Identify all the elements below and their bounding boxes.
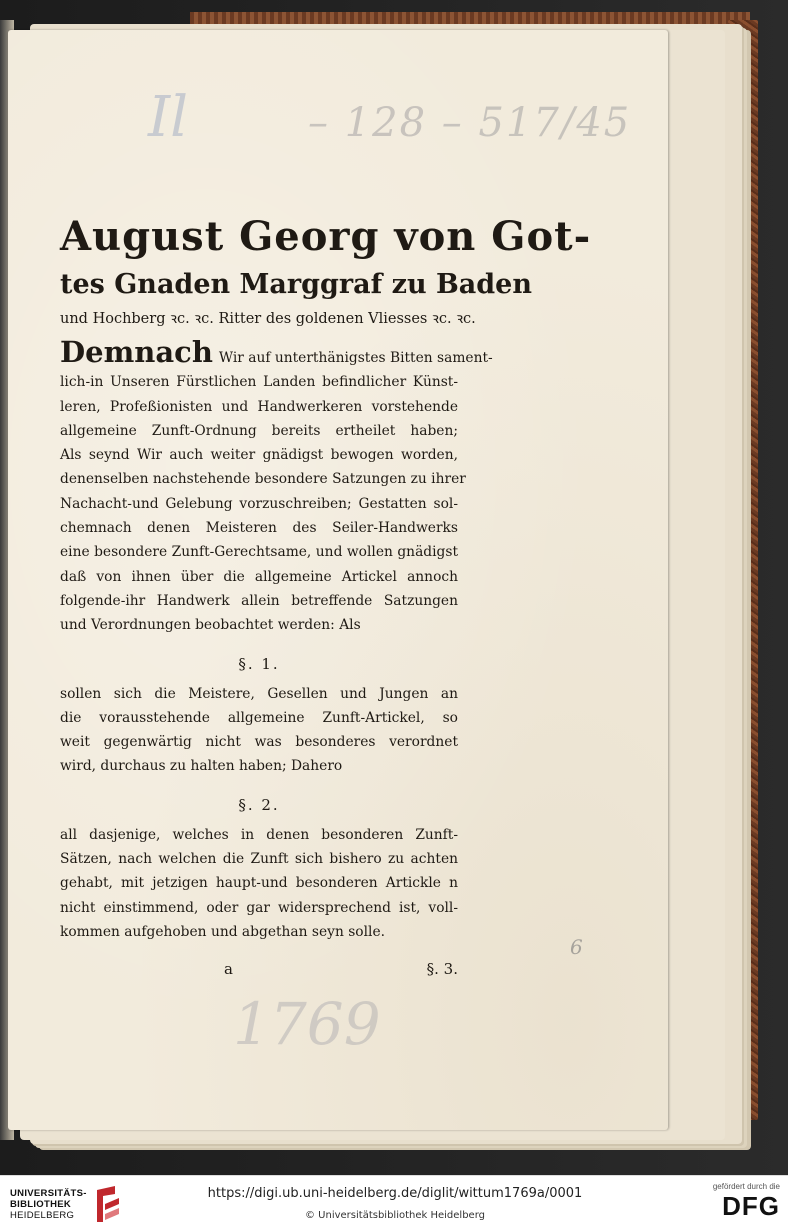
funder-logo[interactable] — [680, 1182, 780, 1221]
document-text — [60, 210, 592, 980]
signature-mark: a — [224, 960, 233, 979]
preamble-line: Wir auf unterthänigstes Bitten sament- — [218, 350, 493, 366]
preamble-line: chemnach denen Meisteren des Seiler-Handwerks — [60, 520, 458, 537]
initial-word: Demnach — [60, 335, 213, 369]
preamble-line: eine besondere Zunft-Gerechtsame, und wollen gnädigst — [60, 544, 458, 561]
section-2-heading: §. 2. — [238, 795, 280, 814]
section-2-line: gehabt, mit jetzigen haupt-und besonderen Artickle n — [60, 875, 458, 892]
library-name — [10, 1188, 87, 1221]
copyright-notice: © Universitätsbibliothek Heidelberg — [304, 1210, 485, 1221]
preamble-line: Nachacht-und Gelebung vorzuschreiben; Gestatten sol- — [60, 495, 458, 512]
section-2-line: kommen aufgehoben und abgethan seyn solle. — [60, 923, 385, 940]
library-logo[interactable] — [10, 1184, 123, 1224]
library-logo-icon — [93, 1184, 123, 1224]
library-name-line-3: HEIDELBERG — [10, 1209, 75, 1221]
title-line-3: und Hochberg ꝛc. ꝛc. Ritter des goldenen Vliesses ꝛc. ꝛc. — [60, 311, 476, 327]
pencil-year-annotation: 1769 — [233, 990, 381, 1058]
preamble-line: leren, Profeßionisten und Handwerkeren vorstehende — [60, 398, 458, 415]
section-2-line: all dasjenige, welches in denen besonderen Zunft- — [60, 826, 458, 843]
preamble-line: allgemeine Zunft-Ordnung bereits ertheilet haben; — [60, 422, 458, 439]
preamble-line: denenselben nachstehende besondere Satzungen zu ihrer — [60, 471, 466, 488]
section-1-line: wird, durchaus zu halten haben; Dahero — [60, 758, 343, 775]
section-2-line: nicht einstimmend, oder gar widersprechend ist, voll- — [60, 899, 458, 916]
page-footer-marks — [60, 958, 458, 980]
section-1-heading: §. 1. — [238, 654, 280, 673]
permalink-url[interactable]: https://digi.ub.uni-heidelberg.de/diglit/wittum1769a/0001 — [207, 1186, 583, 1201]
shelfmark-annotation: Il — [148, 85, 189, 150]
title-line-2: tes Gnaden Marggraf zu Baden — [60, 269, 532, 300]
preamble-first-line — [60, 335, 493, 370]
preamble-line: lich-in Unseren Fürstlichen Landen befindlicher Künst- — [60, 374, 458, 391]
preamble-line: und Verordnungen beobachtet werden: Als — [60, 617, 361, 634]
title-line-1: August Georg von Got- — [60, 213, 592, 260]
pencil-page-number: 6 — [570, 935, 583, 959]
catchword: §. 3. — [426, 960, 458, 979]
section-1-line: die vorausstehende allgemeine Zunft-Artickel, so — [60, 709, 458, 726]
preamble-line: daß von ihnen über die allgemeine Artickel annoch — [60, 568, 458, 585]
section-2-line: Sätzen, nach welchen die Zunft sich bishero zu achten — [60, 851, 458, 868]
section-1-line: sollen sich die Meistere, Gesellen und Jungen an — [60, 685, 458, 702]
funder-name: DFG — [722, 1191, 780, 1221]
preamble-line: folgende-ihr Handwerk allein betreffende Satzungen — [60, 592, 458, 609]
library-name-line-1: UNIVERSITÄTS- — [10, 1187, 87, 1199]
viewer-footer — [0, 1175, 788, 1232]
library-name-line-2: BIBLIOTHEK — [10, 1198, 72, 1210]
scanned-page — [8, 30, 668, 1130]
preamble-line: Als seynd Wir auch weiter gnädigst bewogen worden, — [60, 447, 458, 464]
section-1-line: weit gegenwärtig nicht was besonderes verordnet — [60, 734, 458, 751]
funder-label: gefördert durch die — [712, 1182, 780, 1191]
accession-annotation: – 128 – 517/45 — [308, 100, 632, 146]
